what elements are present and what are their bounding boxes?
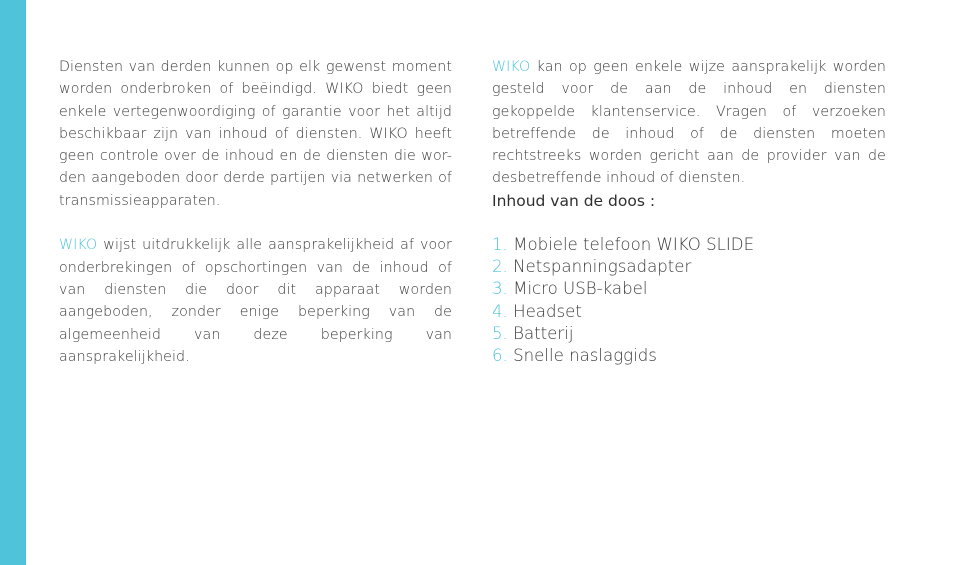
paragraph-text: wijst uitdrukkelijk alle aansprakelijkheid af voor onderbrekingen of opschortingen van de inhoud of van diensten die door dit apparaat worden aangeboden, zonder enige beperking van de algemeenheid van deze beperking van aansprakelijkheid.: [59, 237, 452, 365]
side-accent-bar: [0, 0, 26, 565]
list-item-number: 6.: [492, 346, 508, 366]
list-item-label: Headset: [513, 301, 582, 321]
paragraph-spacer: [59, 212, 452, 234]
box-contents-list: [492, 234, 886, 368]
brand-name: WIKO: [59, 237, 98, 254]
paragraph-customer-service: [492, 56, 886, 190]
list-item-label: Micro USB-kabel: [513, 279, 648, 299]
list-item-number: 2.: [492, 257, 508, 277]
list-item: [492, 278, 886, 300]
list-item-label: Netspanningsadapter: [513, 257, 692, 277]
list-item: [492, 301, 886, 323]
box-contents-heading: Inhoud van de doos :: [492, 191, 656, 210]
list-item: [492, 256, 886, 278]
brand-name: WIKO: [492, 59, 531, 75]
left-column: [59, 56, 452, 368]
list-item-number: 3.: [492, 279, 508, 299]
right-column: [492, 56, 886, 368]
paragraph-third-party-services: Diensten van derden kunnen op elk gewenst moment worden onderbroken of beëindigd. WIKO biedt geen enkele vertegenwoordiging of garantie voor het altijd beschikbaar zijn van inhoud of diensten. WIKO heeft geen controle over de inhoud en de diensten die wor-den aangeboden door derde partijen via netwerken of transmissieapparaten.: [59, 59, 452, 209]
list-item-label: Snelle naslaggids: [513, 346, 657, 366]
list-item-number: 1.: [492, 234, 508, 254]
list-item-number: 5.: [492, 323, 508, 343]
list-item: [492, 323, 886, 345]
paragraph-text: kan op geen enkele wijze aansprakelijk worden gesteld voor de aan de inhoud en diensten gekoppelde klantenservice. Vragen of verzoeken betreffende de inhoud of de diensten moeten rechtstreeks worden gericht aan de provider van de desbetreffende inhoud of diensten.: [492, 59, 886, 187]
list-item: [492, 345, 886, 367]
list-item: [492, 234, 886, 256]
paragraph-liability-disclaimer: [59, 234, 452, 368]
list-item-number: 4.: [492, 301, 508, 321]
list-item-label: Mobiele telefoon WIKO SLIDE: [513, 234, 755, 254]
list-item-label: Batterij: [513, 323, 574, 343]
